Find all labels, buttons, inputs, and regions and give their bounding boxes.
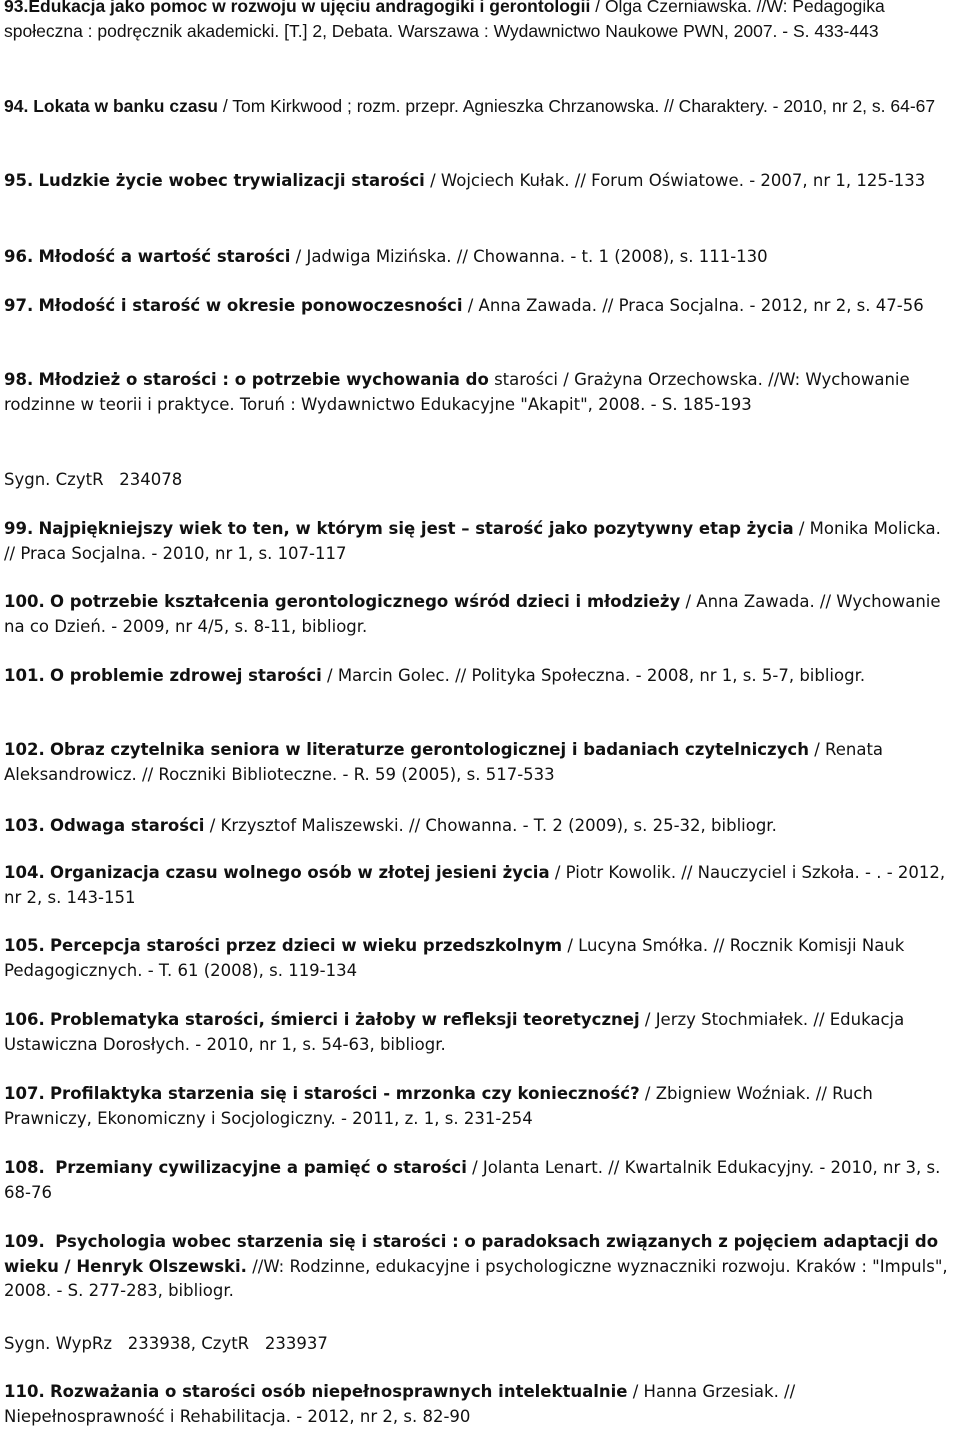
call-number: Sygn. WypRz 233938, CzytR 233937 bbox=[4, 1334, 328, 1353]
entry-details: / Marcin Golec. // Polityka Społeczna. - 2008, nr 1, s. 5-7, bibliogr. bbox=[321, 666, 866, 685]
bibliography-entry-109 bbox=[4, 1230, 956, 1304]
entry-title: Rozważania o starości osób niepełnosprawnych intelektualnie bbox=[49, 1382, 628, 1401]
bibliography-entry-103 bbox=[4, 814, 956, 839]
call-number: Sygn. CzytR 234078 bbox=[4, 470, 183, 489]
entry-title: O potrzebie kształcenia gerontologicznego wśród dzieci i młodzieży bbox=[49, 592, 681, 611]
entry-details: / Zbigniew Woźniak. // Ruch Prawniczy, Ekonomiczny i Socjologiczny. - 2011, z. 1, s. 231-254 bbox=[4, 1084, 873, 1128]
bibliography-entry-110 bbox=[4, 1380, 956, 1429]
bibliography-entry-104 bbox=[4, 861, 956, 910]
entry-details: / Tom Kirkwood ; rozm. przepr. Agnieszka Chrzanowska. // Charaktery. - 2010, nr 2, s. 64-67 bbox=[217, 96, 936, 116]
entry-details: / Monika Molicka. // Praca Socjalna. - 2010, nr 1, s. 107-117 bbox=[4, 519, 941, 563]
entry-title: Profilaktyka starzenia się i starości - mrzonka czy konieczność? bbox=[49, 1084, 640, 1103]
entry-number: 107. bbox=[4, 1084, 45, 1103]
entry-details: / Hanna Grzesiak. // Niepełnosprawność i Rehabilitacja. - 2012, nr 2, s. 82-90 bbox=[4, 1382, 796, 1426]
entry-title: Psychologia wobec starzenia się i starości : o paradoksach związanych z pojęciem adaptacji do wieku / Henryk Olszewski. bbox=[4, 1232, 939, 1276]
entry-title: Odwaga starości bbox=[49, 816, 205, 835]
entry-title: Lokata w banku czasu bbox=[33, 96, 218, 116]
entry-title: Przemiany cywilizacyjne a pamięć o starości bbox=[55, 1158, 467, 1177]
bibliography-entry-100 bbox=[4, 590, 956, 639]
entry-title: Obraz czytelnika seniora w literaturze gerontologicznej i badaniach czytelniczych bbox=[49, 740, 809, 759]
bibliography-entry-96 bbox=[4, 245, 956, 270]
entry-number: 101. bbox=[4, 666, 45, 685]
bibliography-entry-106 bbox=[4, 1008, 956, 1057]
bibliography-entry-98 bbox=[4, 368, 956, 417]
entry-number: 108. bbox=[4, 1158, 45, 1177]
entry-details: //W: Rodzinne, edukacyjne i psychologiczne wyznaczniki rozwoju. Kraków : "Impuls", 2008. - S. 277-283, bibliogr. bbox=[4, 1256, 948, 1300]
entry-number: 102. bbox=[4, 740, 45, 759]
bibliography-entry-107 bbox=[4, 1082, 956, 1131]
entry-number: 94. bbox=[4, 96, 29, 116]
bibliography-entry-101 bbox=[4, 664, 956, 689]
entry-number: 99. bbox=[4, 519, 34, 538]
entry-number: 109. bbox=[4, 1232, 45, 1251]
entry-details: / Piotr Kowolik. // Nauczyciel i Szkoła. - . - 2012, nr 2, s. 143-151 bbox=[4, 863, 946, 907]
bibliography-entry-97 bbox=[4, 294, 956, 319]
entry-details: starości / Grażyna Orzechowska. //W: Wychowanie rodzinne w teorii i praktyce. Toruń : Wydawnictwo Edukacyjne "Akapit", 2008. - S. 185-193 bbox=[4, 370, 910, 414]
entry-details: / Olga Czerniawska. //W: Pedagogika społeczna : podręcznik akademicki. [T.] 2, Debata. Warszawa : Wydawnictwo Naukowe PWN, 2007. - S. 433-443 bbox=[4, 0, 885, 41]
entry-details: / Renata Aleksandrowicz. // Roczniki Biblioteczne. - R. 59 (2005), s. 517-533 bbox=[4, 740, 884, 784]
bibliography-entry-105 bbox=[4, 934, 956, 983]
entry-number: 104. bbox=[4, 863, 45, 882]
bibliography-entry-95 bbox=[4, 169, 956, 194]
entry-number: 103. bbox=[4, 816, 45, 835]
bibliography-entry-93 bbox=[4, 0, 956, 43]
entry-number: 105. bbox=[4, 936, 45, 955]
entry-title: Edukacja jako pomoc w rozwoju w ujęciu andragogiki i gerontologii bbox=[28, 0, 591, 16]
bibliography-entry-99 bbox=[4, 517, 956, 566]
bibliography-entry-108 bbox=[4, 1156, 956, 1205]
entry-number: 106. bbox=[4, 1010, 45, 1029]
entry-title: Młodość i starość w okresie ponowoczesności bbox=[38, 296, 463, 315]
entry-details: / Jerzy Stochmiałek. // Edukacja Ustawiczna Dorosłych. - 2010, nr 1, s. 54-63, bibliogr. bbox=[4, 1010, 905, 1054]
entry-details: / Jolanta Lenart. // Kwartalnik Edukacyjny. - 2010, nr 3, s. 68-76 bbox=[4, 1158, 941, 1202]
bibliography-entry-102 bbox=[4, 738, 956, 787]
entry-number: 95. bbox=[4, 171, 34, 190]
entry-details: / Jadwiga Mizińska. // Chowanna. - t. 1 (2008), s. 111-130 bbox=[290, 247, 768, 266]
entry-title: Młodzież o starości : o potrzebie wychowania do bbox=[38, 370, 489, 389]
entry-title: O problemie zdrowej starości bbox=[49, 666, 322, 685]
entry-details: / Anna Zawada. // Wychowanie na co Dzień. - 2009, nr 4/5, s. 8-11, bibliogr. bbox=[4, 592, 941, 636]
entry-details: / Krzysztof Maliszewski. // Chowanna. - T. 2 (2009), s. 25-32, bibliogr. bbox=[204, 816, 777, 835]
entry-title: Organizacja czasu wolnego osób w złotej jesieni życia bbox=[49, 863, 550, 882]
entry-number: 96. bbox=[4, 247, 34, 266]
entry-title: Percepcja starości przez dzieci w wieku przedszkolnym bbox=[49, 936, 563, 955]
entry-title: Ludzkie życie wobec trywializacji starości bbox=[38, 171, 425, 190]
entry-details: / Lucyna Smółka. // Rocznik Komisji Nauk Pedagogicznych. - T. 61 (2008), s. 119-134 bbox=[4, 936, 905, 980]
entry-number: 93. bbox=[4, 0, 29, 16]
entry-title: Problematyka starości, śmierci i żałoby w refleksji teoretycznej bbox=[49, 1010, 640, 1029]
bibliography-entry-94 bbox=[4, 94, 956, 119]
entry-number: 110. bbox=[4, 1382, 45, 1401]
entry-title: Młodość a wartość starości bbox=[38, 247, 291, 266]
entry-title: Najpiękniejszy wiek to ten, w którym się jest – starość jako pozytywny etap życia bbox=[38, 519, 794, 538]
entry-number: 97. bbox=[4, 296, 34, 315]
entry-number: 98. bbox=[4, 370, 34, 389]
entry-number: 100. bbox=[4, 592, 45, 611]
entry-details: / Anna Zawada. // Praca Socjalna. - 2012, nr 2, s. 47-56 bbox=[462, 296, 924, 315]
entry-details: / Wojciech Kułak. // Forum Oświatowe. - 2007, nr 1, 125-133 bbox=[424, 171, 926, 190]
